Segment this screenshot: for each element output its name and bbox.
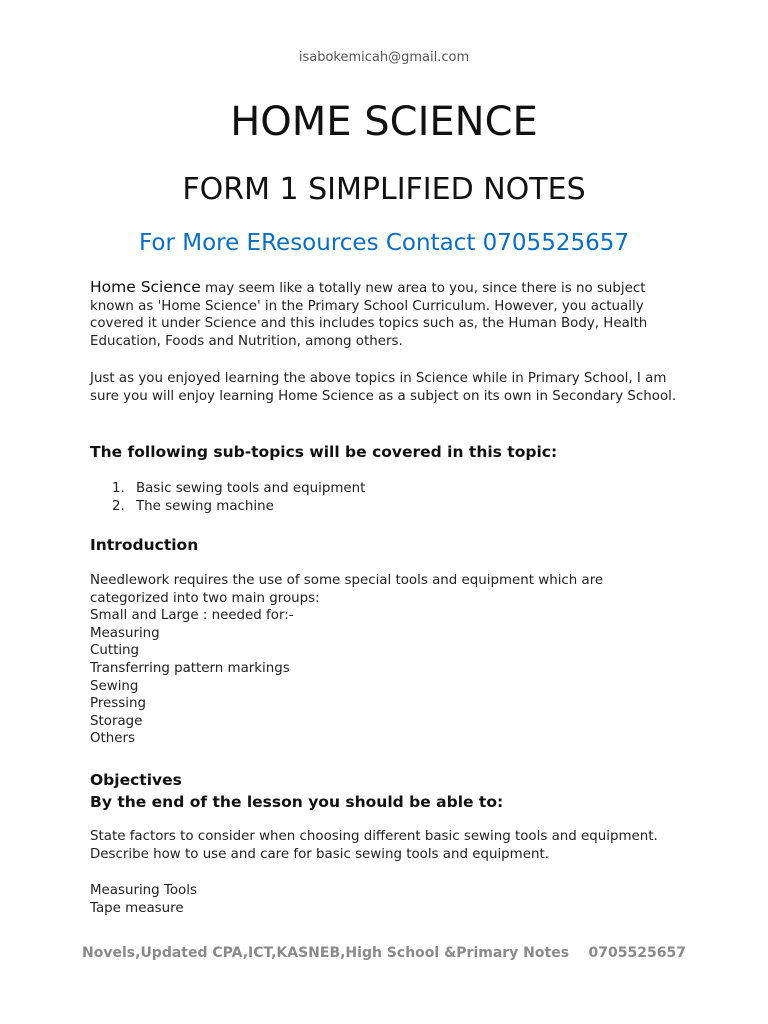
- objectives-heading-block: [90, 769, 690, 813]
- introduction-heading: Introduction: [90, 536, 199, 554]
- list-item-number: 2.: [112, 498, 125, 514]
- measuring-item: Tape measure: [90, 900, 184, 916]
- objective-item: State factors to consider when choosing different basic sewing tools and equipment.: [90, 829, 658, 844]
- objectives-heading: Objectives: [90, 771, 182, 789]
- measuring-heading: Measuring Tools: [90, 883, 197, 898]
- use-item: Pressing: [90, 696, 146, 712]
- second-paragraph: Just as you enjoyed learning the above topics in Science while in Primary School, I am sure you will enjoy learning Home Science as a subject on its own in Secondary School.: [90, 371, 677, 404]
- measuring-section: [90, 882, 680, 917]
- intro-paragraph-text: may seem like a totally new area to you, since there is no subject known as 'Home Science' in the Primary School Curriculum. However, you actually covered it under Science and this includes topics such as, the Human Body, Health Education, Foods and Nutrition, among others.: [90, 281, 648, 349]
- introduction-body: [90, 572, 680, 748]
- contact-banner: For More EResources Contact 0705525657: [138, 230, 629, 256]
- objective-item: Describe how to use and care for basic sewing tools and equipment.: [90, 846, 549, 862]
- use-item: Sewing: [90, 678, 139, 694]
- page-title: HOME SCIENCE: [230, 99, 538, 145]
- page-subtitle: FORM 1 SIMPLIFIED NOTES: [182, 172, 586, 207]
- use-item: Others: [90, 731, 135, 747]
- list-item-label: The sewing machine: [136, 498, 274, 514]
- list-item: [90, 498, 365, 516]
- subtopics-heading: The following sub-topics will be covered in this topic:: [90, 443, 558, 461]
- intro-paragraph: [90, 279, 680, 350]
- use-item: Cutting: [90, 643, 140, 659]
- footer-advert: Novels,Updated CPA,ICT,KASNEB,High School &Primary Notes 0705525657: [82, 945, 686, 961]
- use-item: Storage: [90, 713, 143, 729]
- introduction-needs-line: Small and Large : needed for:-: [90, 608, 294, 624]
- intro-lead-term: Home Science: [90, 278, 201, 296]
- use-item: Transferring pattern markings: [90, 660, 290, 676]
- list-item-label: Basic sewing tools and equipment: [136, 481, 366, 496]
- objectives-list: [90, 828, 680, 863]
- use-item: Measuring: [90, 625, 160, 641]
- list-item: [90, 480, 365, 498]
- introduction-text: Needlework requires the use of some special tools and equipment which are categorized into two main groups:: [90, 573, 604, 606]
- list-item-number: 1.: [112, 481, 125, 496]
- objectives-subheading: By the end of the lesson you should be able to:: [90, 793, 504, 811]
- author-email: isabokemicah@gmail.com: [298, 50, 470, 65]
- subtopics-list: [90, 480, 365, 516]
